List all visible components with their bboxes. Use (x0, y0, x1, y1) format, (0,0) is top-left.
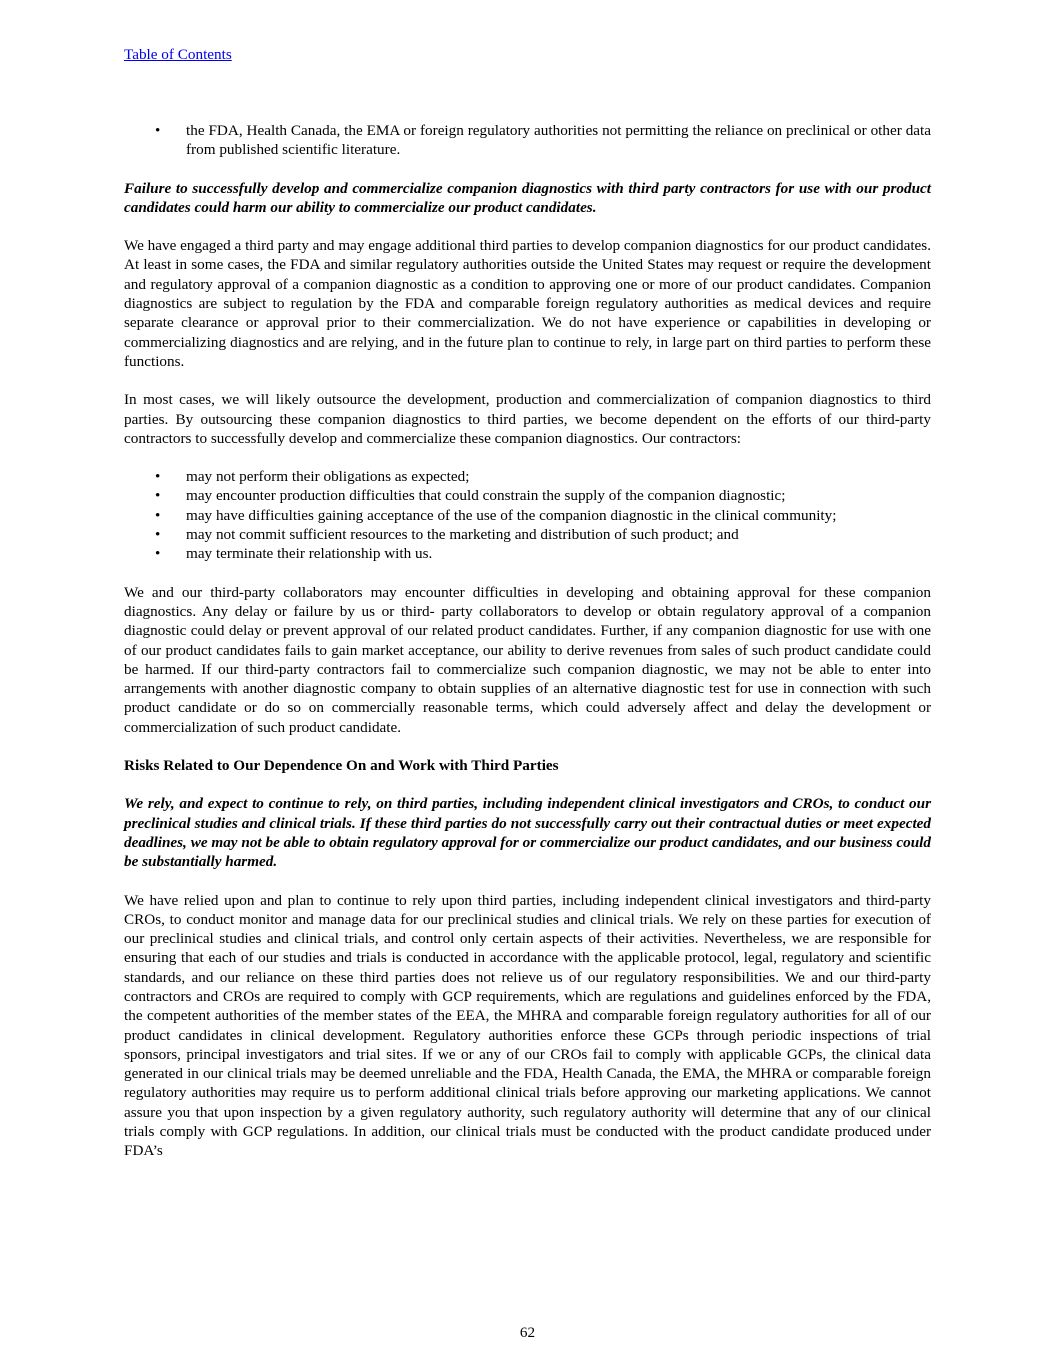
list-item-text: may encounter production difficulties that could constrain the supply of the companion diagnostic; (186, 487, 786, 505)
bullet-icon: • (155, 487, 161, 505)
list-item (124, 486, 931, 505)
list-item-text: the FDA, Health Canada, the EMA or foreign regulatory authorities not permitting the reliance on preclinical or other data from published scientific literature. (186, 122, 931, 159)
list-item (124, 506, 931, 525)
bullet-icon: • (155, 122, 161, 139)
regulatory-bullet-list (124, 121, 931, 160)
companion-paragraph-3: We and our third-party collaborators may encounter difficulties in developing and obtaining approval for these companion diagnostics. Any delay or failure by us or third- party collaborators to develop or obtain regulatory approval of a companion diagnostic could delay or prevent approval of our related product candidates. Further, if any companion diagnostic for use with one of our product candidates fails to gain market acceptance, our ability to derive revenues from sales of such product candidate could be harmed. If our third-party contractors fail to commercialize such companion diagnostic, we may not be able to enter into arrangements with another diagnostic company to obtain supplies of an alternative diagnostic test for use in connection with such product candidate or do so on commercially reasonable terms, which could adversely affect and delay the development or commercialization of such product candidate. (124, 583, 931, 736)
bullet-icon: • (155, 468, 161, 486)
companion-diagnostics-risk-heading: Failure to successfully develop and commercialize companion diagnostics with third party contractors for use with our product candidates could harm our ability to commercialize our product candidates. (124, 179, 931, 216)
list-item (124, 544, 931, 563)
bullet-icon: • (155, 545, 161, 563)
page-number: 62 (519, 1324, 536, 1341)
list-item (124, 525, 931, 544)
list-item-text: may have difficulties gaining acceptance of the use of the companion diagnostic in the clinical community; (186, 506, 837, 524)
rely-on-third-parties-risk-heading: We rely, and expect to continue to rely, on third parties, including independent clinical investigators and CROs, to conduct our preclinical studies and clinical trials. If these third parties do not successfully carry out their contractual duties or meet expected deadlines, we may not be able to obtain regulatory approval for or commercialize our product candidates, and our business could be substantially harmed. (124, 795, 931, 871)
bullet-icon: • (155, 506, 161, 524)
list-item-text: may not commit sufficient resources to the marketing and distribution of such product; and (186, 526, 739, 544)
table-of-contents-link[interactable]: Table of Contents (124, 46, 232, 63)
third-parties-section-heading: Risks Related to Our Dependence On and Work with Third Parties (124, 757, 559, 775)
bullet-icon: • (155, 526, 161, 544)
list-item-text: may not perform their obligations as expected; (186, 468, 470, 486)
list-item-text: may terminate their relationship with us. (186, 545, 433, 563)
rely-paragraph-1: We have relied upon and plan to continue to rely upon third parties, including independent clinical investigators and third-party CROs, to conduct monitor and manage data for our preclinical studies and clinical trials. We rely on these parties for execution of our preclinical studies and clinical trials, and control only certain aspects of their activities. Nevertheless, we are responsible for ensuring that each of our studies and trials is conducted in accordance with the applicable protocol, legal, regulatory and scientific standards, and our reliance on these third parties does not relieve us of our regulatory responsibilities. We and our third-party contractors and CROs are required to comply with GCP requirements, which are regulations and guidelines enforced by the FDA, the competent authorities of the member states of the EEA, the MHRA and comparable foreign regulatory authorities for all of our product candidates in clinical development. Regulatory authorities enforce these GCPs through periodic inspections of trial sponsors, principal investigators and trial sites. If we or any of our CROs fail to comply with applicable GCPs, the clinical data generated in our clinical trials may be deemed unreliable and the FDA, Health Canada, the EMA, the MHRA or comparable foreign regulatory authorities may require us to perform additional clinical trials before approving our marketing applications. We cannot assure you that upon inspection by a given regulatory authority, such regulatory authority will determine that any of our clinical trials comply with GCP regulations. In addition, our clinical trials must be conducted with the product candidate produced under FDA’s (124, 891, 931, 1160)
companion-paragraph-2: In most cases, we will likely outsource the development, production and commercialization of companion diagnostics to third parties. By outsourcing these companion diagnostics to third parties, we become dependent on the efforts of our third-party contractors to successfully develop and commercialize these companion diagnostics. Our contractors: (124, 391, 931, 447)
list-item (124, 467, 931, 486)
companion-paragraph-1: We have engaged a third party and may engage additional third parties to develop companion diagnostics for our product candidates. At least in some cases, the FDA and similar regulatory authorities outside the United States may request or require the development and regulatory approval of a companion diagnostic as a condition to approving one or more of our product candidates. Companion diagnostics are subject to regulation by the FDA and comparable foreign regulatory authorities as medical devices and require separate clearance or approval prior to their commercialization. We do not have experience or capabilities in developing or commercializing diagnostics and are relying, and in the future plan to continue to rely, in large part on third parties to perform these functions. (124, 237, 931, 370)
document-body (124, 121, 931, 1161)
contractor-risk-list (124, 467, 931, 563)
list-item (124, 121, 931, 160)
